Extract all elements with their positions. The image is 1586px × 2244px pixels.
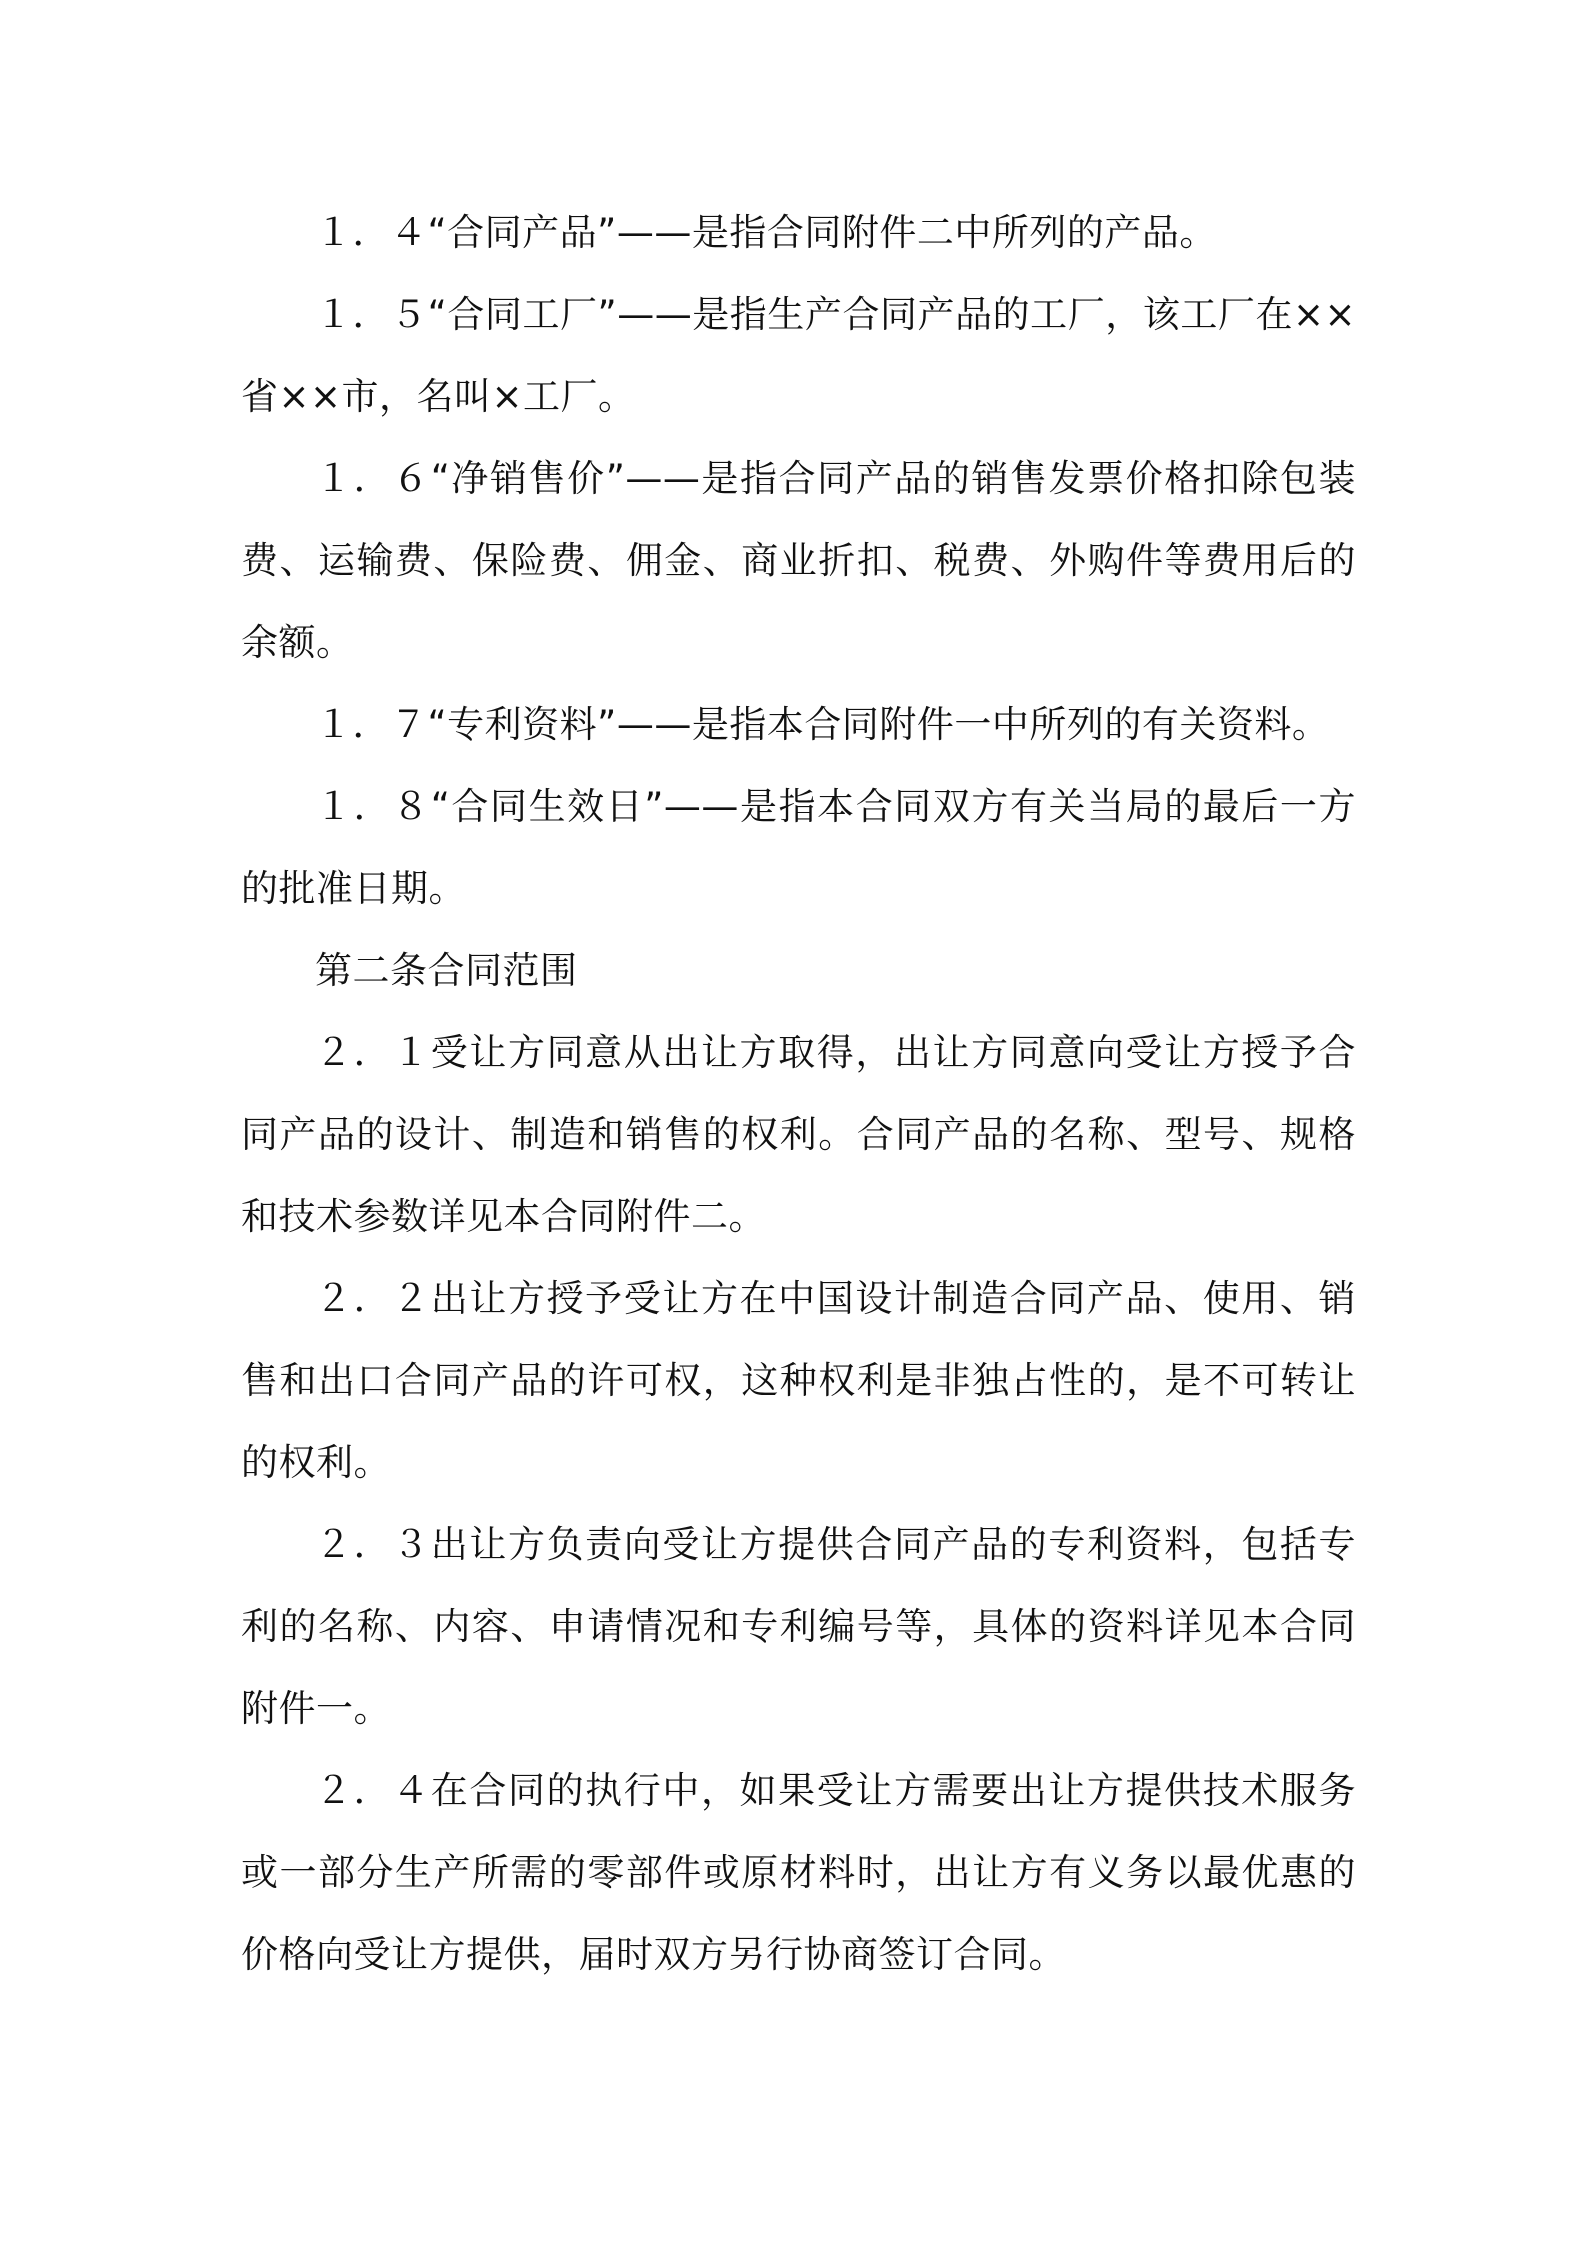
section-heading-article-2: 第二条合同范围 bbox=[315, 949, 578, 992]
clause-1-6: １．６“净销售价”——是指合同产品的销售发票价格扣除包装费、运输费、保险费、佣金、商业折扣、税费、外购件等费用后的余额。 bbox=[241, 457, 1356, 664]
clause-2-4: ２．４在合同的执行中，如果受让方需要出让方提供技术服务或一部分生产所需的零部件或原材料时，出让方有义务以最优惠的价格向受让方提供，届时双方另行协商签订合同。 bbox=[241, 1769, 1356, 1976]
document-body bbox=[241, 192, 1356, 1996]
clause-1-4: １．４“合同产品”——是指合同附件二中所列的产品。 bbox=[315, 211, 1217, 254]
clause-2-2: ２．２出让方授予受让方在中国设计制造合同产品、使用、销售和出口合同产品的许可权，这种权利是非独占性的，是不可转让的权利。 bbox=[241, 1277, 1356, 1484]
clause-1-8: １．８“合同生效日”——是指本合同双方有关当局的最后一方的批准日期。 bbox=[241, 785, 1356, 910]
clause-1-7: １．７“专利资料”——是指本合同附件一中所列的有关资料。 bbox=[315, 703, 1330, 746]
clause-1-5: １．５“合同工厂”——是指生产合同产品的工厂，该工厂在××省××市，名叫×工厂。 bbox=[241, 293, 1356, 418]
clause-2-3: ２．３出让方负责向受让方提供合同产品的专利资料，包括专利的名称、内容、申请情况和专利编号等，具体的资料详见本合同附件一。 bbox=[241, 1523, 1356, 1730]
clause-2-1: ２．１受让方同意从出让方取得，出让方同意向受让方授予合同产品的设计、制造和销售的权利。合同产品的名称、型号、规格和技术参数详见本合同附件二。 bbox=[241, 1031, 1356, 1238]
